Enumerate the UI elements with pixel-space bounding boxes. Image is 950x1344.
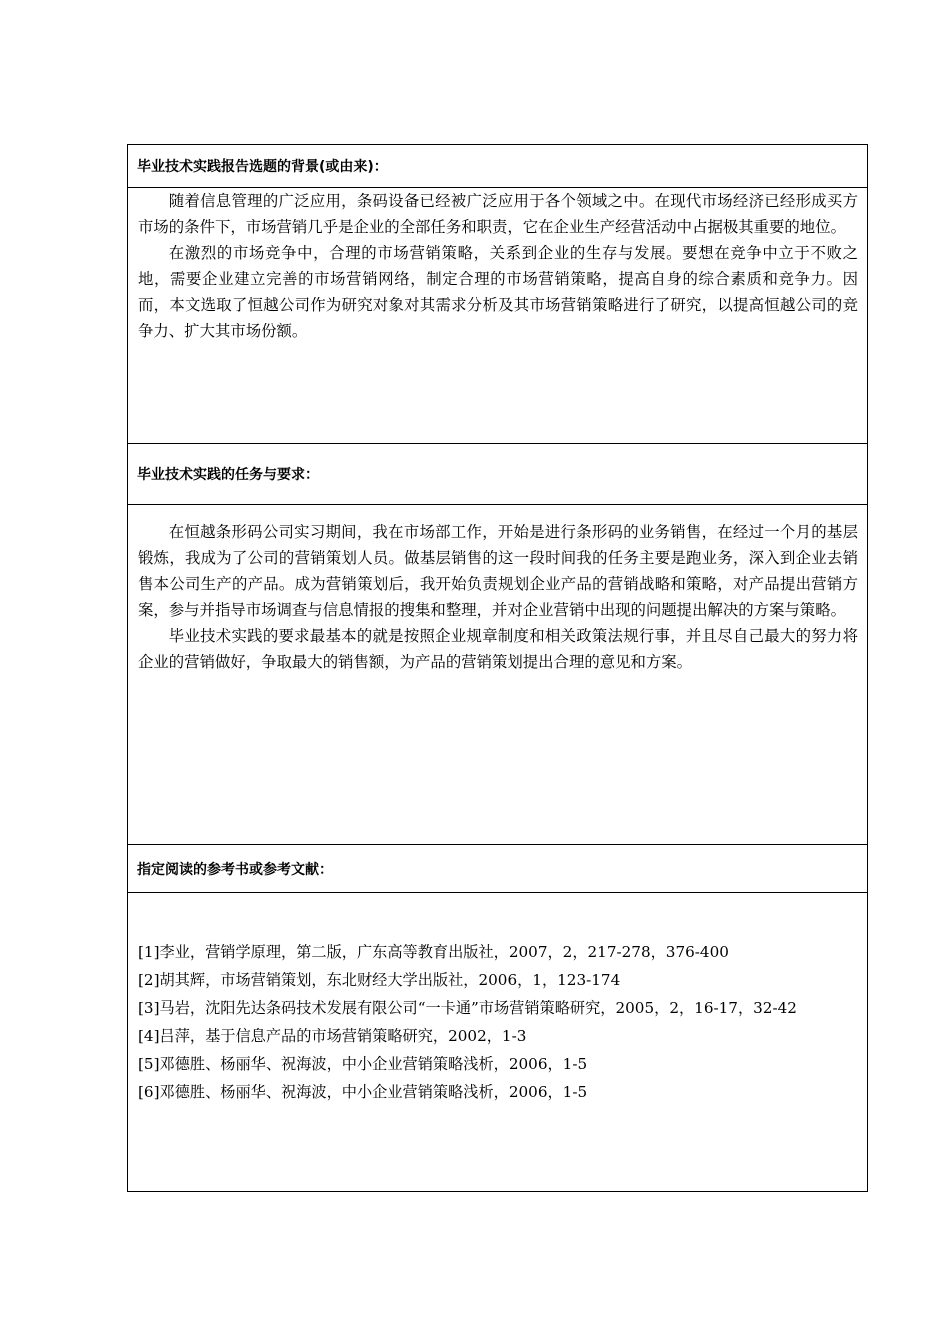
references-section-body — [128, 893, 867, 1191]
background-section-body — [128, 188, 867, 444]
background-heading: 毕业技术实践报告选题的背景(或由来)： — [137, 159, 388, 175]
reference-item-3: [3]马岩，沈阳先达条码技术发展有限公司“一卡通”市场营销策略研究，2005，2，16-17，32-42 — [138, 999, 797, 1017]
task-section-header — [128, 444, 867, 505]
background-paragraph-2: 在激烈的市场竞争中，合理的市场营销策略，关系到企业的生存与发展。要想在竞争中立于不败之地，需要企业建立完善的市场营销网络，制定合理的市场营销策略，提高自身的综合素质和竞争力。因而，本文选取了恒越公司作为研究对象对其需求分析及其市场营销策略进行了研究，以提高恒越公司的竞争力、扩大其市场份额。 — [138, 244, 858, 340]
task-paragraph-2: 毕业技术实践的要求最基本的就是按照企业规章制度和相关政策法规行事，并且尽自己最大的努力将企业的营销做好，争取最大的销售额，为产品的营销策划提出合理的意见和方案。 — [138, 627, 858, 671]
task-paragraph-1: 在恒越条形码公司实习期间，我在市场部工作，开始是进行条形码的业务销售，在经过一个月的基层锻炼，我成为了公司的营销策划人员。做基层销售的这一段时间我的任务主要是跑业务，深入到企业去销售本公司生产的产品。成为营销策划后，我开始负责规划企业产品的营销战略和策略，对产品提出营销方案，参与并指导市场调查与信息情报的搜集和整理，并对企业营销中出现的问题提出解决的方案与策略。 — [138, 523, 858, 619]
background-paragraph-1: 随着信息管理的广泛应用，条码设备已经被广泛应用于各个领域之中。在现代市场经济已经形成买方市场的条件下，市场营销几乎是企业的全部任务和职责，它在企业生产经营活动中占据极其重要的地位。 — [138, 192, 858, 236]
reference-item-5: [5]邓德胜、杨丽华、祝海波，中小企业营销策略浅析，2006，1-5 — [138, 1055, 588, 1073]
references-heading: 指定阅读的参考书或参考文献： — [137, 861, 333, 878]
task-section-body — [128, 505, 867, 845]
reference-item-4: [4]吕萍，基于信息产品的市场营销策略研究，2002，1-3 — [138, 1027, 527, 1045]
report-form-table — [127, 144, 868, 1192]
references-section-header — [128, 845, 867, 893]
reference-item-6: [6]邓德胜、杨丽华、祝海波，中小企业营销策略浅析，2006，1-5 — [138, 1083, 588, 1101]
background-section-header — [128, 145, 867, 188]
task-heading: 毕业技术实践的任务与要求： — [137, 467, 319, 483]
reference-item-1: [1]李业，营销学原理，第二版，广东高等教育出版社，2007，2，217-278，376-400 — [138, 943, 729, 961]
reference-item-2: [2]胡其辉，市场营销策划，东北财经大学出版社，2006，1，123-174 — [138, 971, 621, 989]
